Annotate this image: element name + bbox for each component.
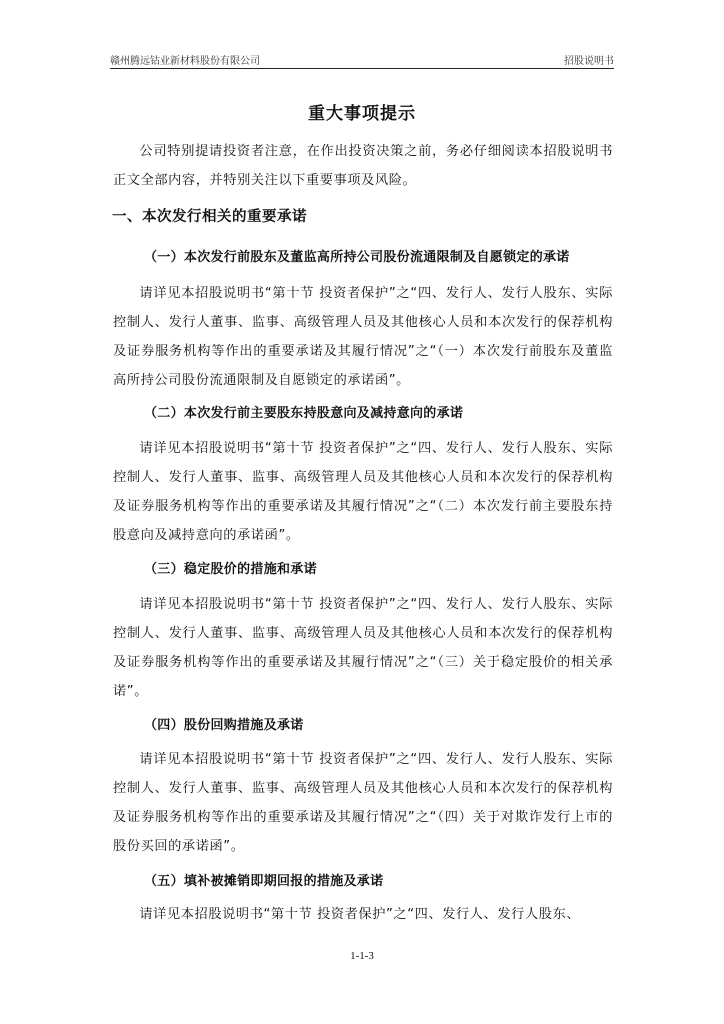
subsection-paragraph-3: 请详见本招股说明书“第十节 投资者保护”之“四、发行人、发行人股东、实际控制人、发行人董事、监事、高级管理人员及其他核心人员和本次发行的保荐机构及证券服务机构等作出的重要承诺及其履行情况”之“（三）关于稳定股价的相关承诺”。	[113, 597, 613, 699]
page-number: 1-1-3	[350, 950, 374, 962]
intro-paragraph: 公司特别提请投资者注意，在作出投资决策之前，务必仔细阅读本招股说明书正文全部内容，并特别关注以下重要事项及风险。	[113, 144, 613, 188]
subsection-heading-3: （三）稳定股价的措施和承诺	[144, 562, 317, 577]
subsection-paragraph-1: 请详见本招股说明书“第十节 投资者保护”之“四、发行人、发行人股东、实际控制人、发行人董事、监事、高级管理人员及其他核心人员和本次发行的保荐机构及证券服务机构等作出的重要承诺及其履行情况”之“（一）本次发行前股东及董监高所持公司股份流通限制及自愿锁定的承诺函”。	[113, 286, 613, 388]
subsection-heading-2: （二）本次发行前主要股东持股意向及减持意向的承诺	[144, 406, 464, 421]
header-document-type: 招股说明书	[564, 56, 614, 67]
header-company-name: 赣州腾远钴业新材料股份有限公司	[110, 56, 260, 67]
subsection-heading-5: （五）填补被摊销即期回报的措施及承诺	[144, 874, 384, 889]
subsection-paragraph-4: 请详见本招股说明书“第十节 投资者保护”之“四、发行人、发行人股东、实际控制人、发行人董事、监事、高级管理人员及其他核心人员和本次发行的保荐机构及证券服务机构等作出的重要承诺及其履行情况”之“（四）关于对欺诈发行上市的股份买回的承诺函”。	[113, 752, 613, 854]
page-title: 重大事项提示	[308, 104, 416, 124]
page-header	[110, 50, 614, 69]
subsection-heading-4: （四）股份回购措施及承诺	[144, 718, 304, 733]
subsection-paragraph-5: 请详见本招股说明书“第十节 投资者保护”之“四、发行人、发行人股东、	[139, 907, 581, 922]
subsection-heading-1: （一）本次发行前股东及董监高所持公司股份流通限制及自愿锁定的承诺	[144, 250, 570, 265]
section-heading-1: 一、本次发行相关的重要承诺	[112, 209, 307, 225]
subsection-paragraph-2: 请详见本招股说明书“第十节 投资者保护”之“四、发行人、发行人股东、实际控制人、发行人董事、监事、高级管理人员及其他核心人员和本次发行的保荐机构及证券服务机构等作出的重要承诺及其履行情况”之“（二）本次发行前主要股东持股意向及减持意向的承诺函”。	[113, 441, 613, 543]
